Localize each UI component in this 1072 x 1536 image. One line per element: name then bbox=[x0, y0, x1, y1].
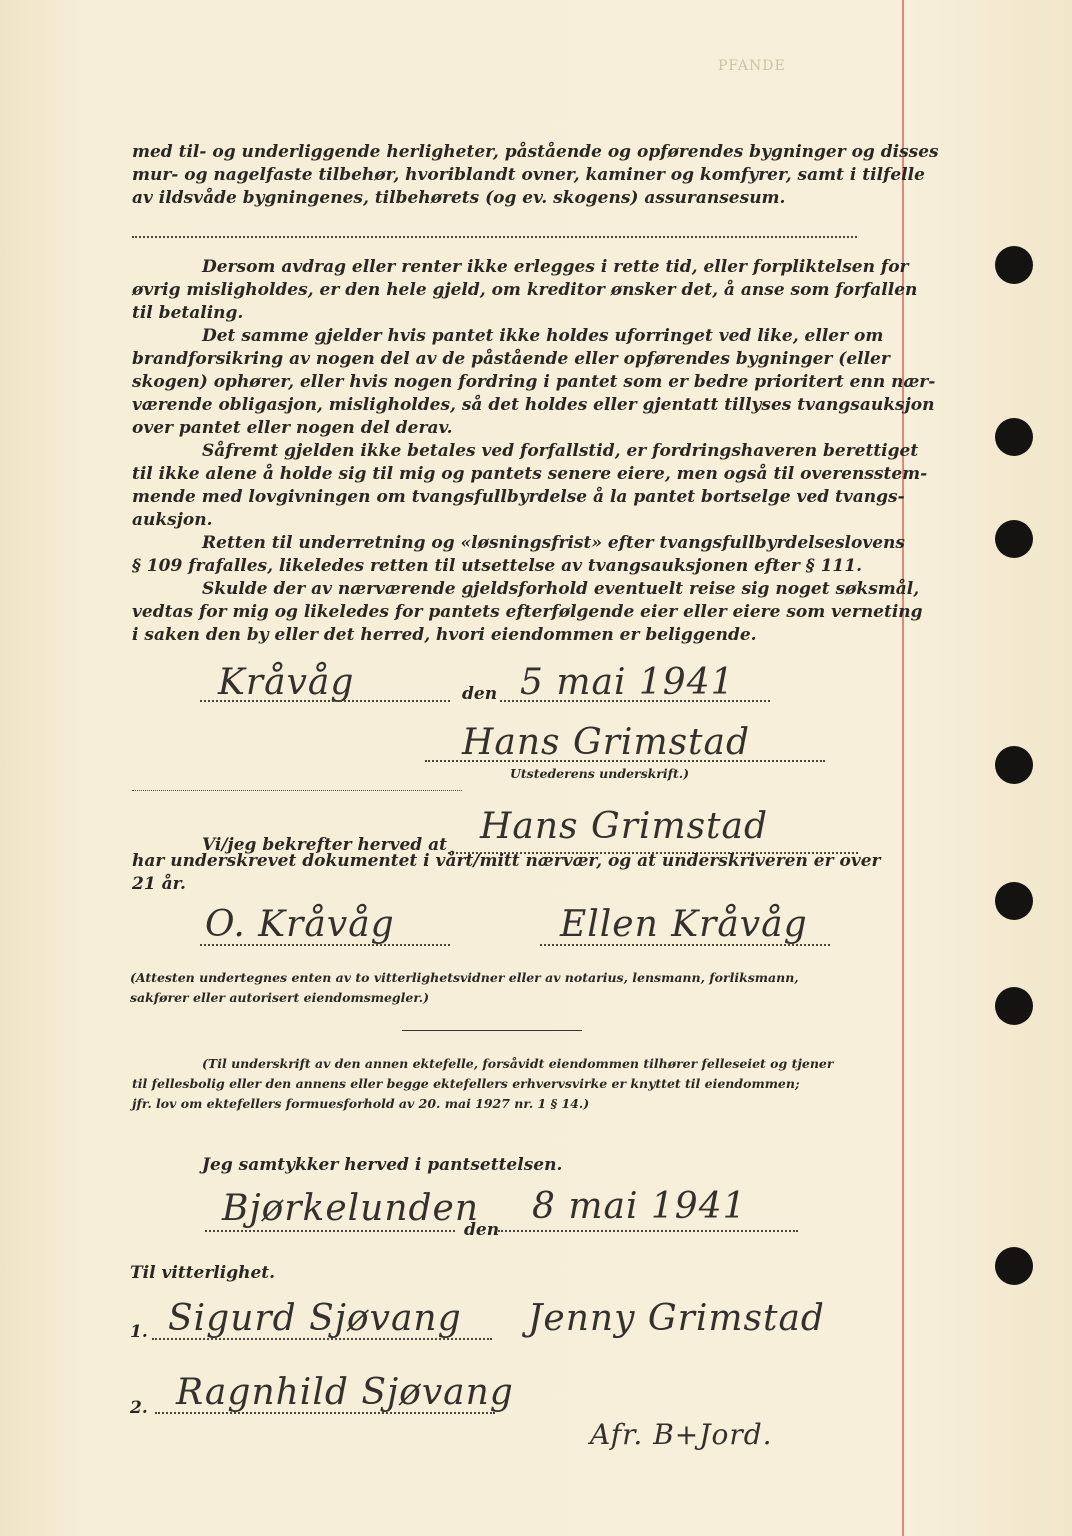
p2-line-15: Skulde der av nærværende gjeldsforhold eventuelt reise sig noget søksmål, bbox=[202, 579, 920, 599]
confirm-line-3: 21 år. bbox=[132, 874, 186, 894]
witness-2-signature: Ellen Kråvåg bbox=[560, 904, 808, 945]
p2-line-12: auksjon. bbox=[132, 510, 213, 530]
margin-line bbox=[902, 0, 904, 1536]
punch-hole bbox=[995, 418, 1033, 456]
p2-line-14: § 109 frafalles, likeledes retten til utsettelse av tvangsauksjonen efter § 111. bbox=[132, 556, 863, 576]
consent-date-line bbox=[498, 1230, 798, 1232]
header-stamp: PFANDE bbox=[718, 58, 786, 74]
p1-line-1: med til- og underliggende herligheter, påstående og opførendes bygninger og disses bbox=[132, 142, 939, 162]
handwritten-note: Afr. B+Jord. bbox=[590, 1418, 773, 1451]
witness-2-number: 2. bbox=[130, 1398, 148, 1418]
handwritten-place: Kråvåg bbox=[218, 662, 355, 703]
p1-line-2: mur- og nagelfaste tilbehør, hvoriblandt ovner, kaminer og komfyrer, samt i tilfelle bbox=[132, 165, 925, 185]
dotted-separator bbox=[132, 236, 857, 238]
punch-hole bbox=[995, 1247, 1033, 1285]
p2-line-5: brandforsikring av nogen del av de påstående eller opførendes bygninger (eller bbox=[132, 349, 890, 369]
punch-hole bbox=[995, 520, 1033, 558]
witness-1-signature: O. Kråvåg bbox=[205, 904, 395, 945]
p1-line-3: av ildsvåde bygningenes, tilbehørets (og ev. skogens) assuransesum. bbox=[132, 188, 786, 208]
witness-label: Til vitterlighet. bbox=[130, 1263, 276, 1283]
consent-den-label: den bbox=[464, 1220, 500, 1240]
punch-hole bbox=[995, 882, 1033, 920]
witness-1-number: 1. bbox=[130, 1322, 148, 1342]
p2-line-9: Såfremt gjelden ikke betales ved forfallstid, er fordringshaveren berettiget bbox=[202, 441, 919, 461]
confirm-signature: Hans Grimstad bbox=[480, 806, 769, 847]
punch-hole bbox=[995, 987, 1033, 1025]
p2-line-17: i saken den by eller det herred, hvori eiendommen er beliggende. bbox=[132, 625, 757, 645]
spouse-note-3: jfr. lov om ektefellers formuesforhold av 20. mai 1927 nr. 1 § 14.) bbox=[132, 1096, 590, 1111]
consent-spouse-signature: Jenny Grimstad bbox=[528, 1298, 825, 1339]
consent-date: 8 mai 1941 bbox=[532, 1186, 747, 1227]
consent-witness-1-line bbox=[152, 1338, 492, 1340]
attest-note-2: sakfører eller autorisert eiendomsmegler.) bbox=[130, 990, 430, 1005]
p2-line-3: til betaling. bbox=[132, 303, 244, 323]
date-line bbox=[500, 700, 770, 702]
issuer-signature-line bbox=[425, 760, 825, 762]
confirm-label: Vi/jeg bekrefter herved at bbox=[202, 835, 447, 855]
punch-hole bbox=[995, 746, 1033, 784]
consent-place-line bbox=[205, 1230, 455, 1232]
p2-line-16: vedtas for mig og likeledes for pantets efterfølgende eier eller eiere som verneting bbox=[132, 602, 923, 622]
consent-text: Jeg samtykker herved i pantsettelsen. bbox=[202, 1155, 563, 1175]
p2-line-13: Retten til underretning og «løsningsfrist» efter tvangsfullbyrdelseslovens bbox=[202, 533, 905, 553]
consent-witness-1: Sigurd Sjøvang bbox=[168, 1298, 462, 1339]
witness-1-line bbox=[200, 944, 450, 946]
witness-2-line bbox=[540, 944, 830, 946]
section-divider bbox=[402, 1030, 582, 1031]
issuer-signature: Hans Grimstad bbox=[462, 722, 751, 763]
spouse-note-1: (Til underskrift av den annen ektefelle, forsåvidt eiendommen tilhører felleseiet og tjener bbox=[202, 1056, 834, 1071]
spouse-note-2: til fellesbolig eller den annens eller begge ektefellers erhvervsvirke er knyttet til eiendommen; bbox=[132, 1076, 800, 1091]
p2-line-4: Det samme gjelder hvis pantet ikke holdes uforringet ved like, eller om bbox=[202, 326, 884, 346]
p2-line-6: skogen) ophører, eller hvis nogen fordring i pantet som er bedre prioritert enn nær- bbox=[132, 372, 936, 392]
p2-line-8: over pantet eller nogen del derav. bbox=[132, 418, 453, 438]
confirm-left-line bbox=[132, 790, 462, 791]
consent-witness-2-line bbox=[155, 1412, 495, 1414]
punch-hole bbox=[995, 246, 1033, 284]
p2-line-7: værende obligasjon, misligholdes, så det holdes eller gjentatt tillyses tvangsauksjon bbox=[132, 395, 935, 415]
issuer-caption: Utstederens underskrift.) bbox=[510, 766, 690, 781]
den-label: den bbox=[462, 684, 498, 704]
consent-witness-2: Ragnhild Sjøvang bbox=[176, 1372, 514, 1413]
p2-line-2: øvrig misligholdes, er den hele gjeld, om kreditor ønsker det, å anse som forfallen bbox=[132, 280, 918, 300]
p2-line-1: Dersom avdrag eller renter ikke erlegges i rette tid, eller forpliktelsen for bbox=[202, 257, 909, 277]
attest-note-1: (Attesten undertegnes enten av to vitterlighetsvidner eller av notarius, lensmann, forliksmann, bbox=[130, 970, 799, 985]
p2-line-10: til ikke alene å holde sig til mig og pantets senere eiere, men også til overensstem- bbox=[132, 464, 928, 484]
p2-line-11: mende med lovgivningen om tvangsfullbyrdelse å la pantet bortselge ved tvangs- bbox=[132, 487, 905, 507]
handwritten-date: 5 mai 1941 bbox=[520, 662, 735, 703]
confirm-line-2: har underskrevet dokumentet i vårt/mitt nærvær, og at underskriveren er over bbox=[132, 851, 881, 871]
place-line bbox=[200, 700, 450, 702]
consent-place: Bjørkelunden bbox=[222, 1188, 480, 1229]
